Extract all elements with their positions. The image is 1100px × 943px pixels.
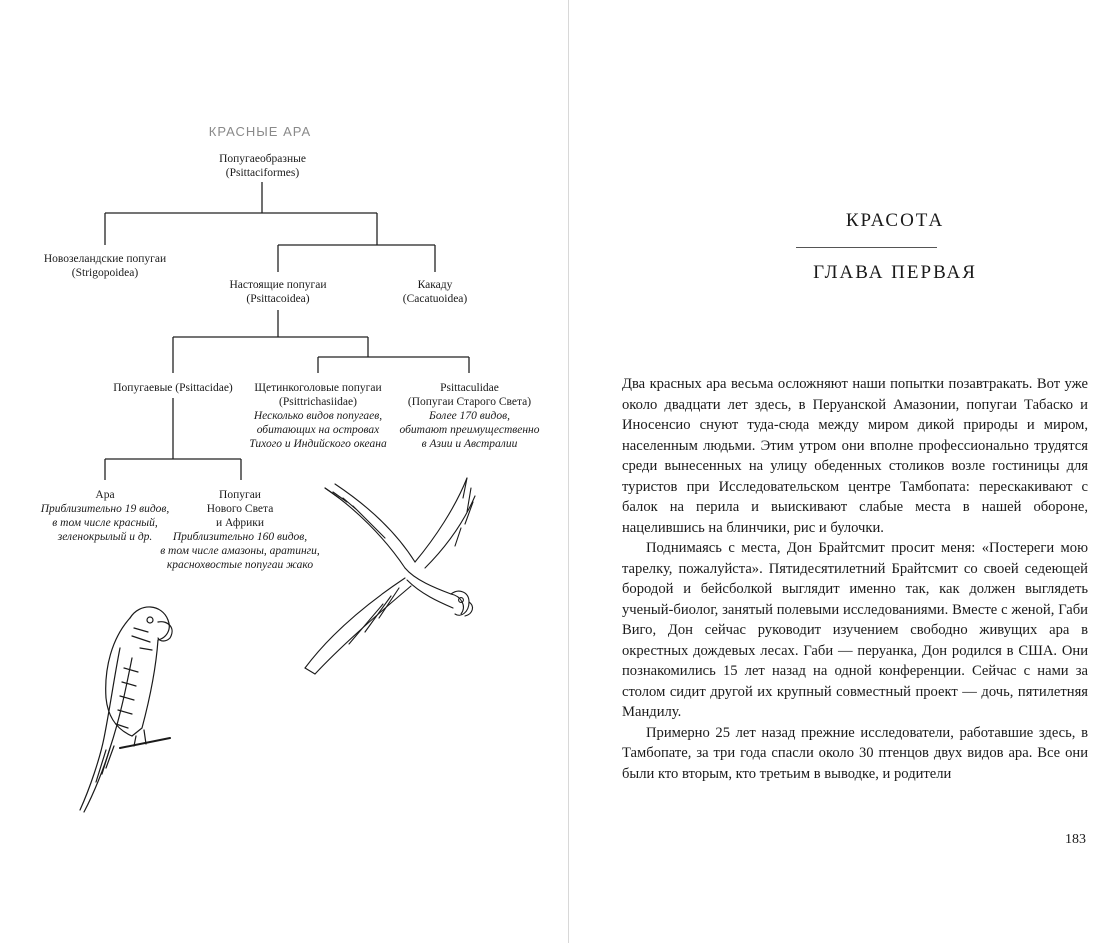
node-desc: Приблизительно 19 видов,: [40, 503, 170, 515]
node-strigopoidea: [25, 252, 185, 280]
node-psittaculidae: [392, 381, 547, 451]
node-desc: обитают преимущественно: [399, 424, 540, 436]
node-psittrichasiidae: [243, 381, 393, 451]
node-name: Psittaculidae: [440, 382, 499, 394]
node-desc: краснохвостые попугаи жако: [166, 559, 314, 571]
node-psittacoidea: [208, 278, 348, 306]
node-desc: в том числе красный,: [52, 517, 158, 529]
node-name: Настоящие попугаи: [229, 279, 327, 291]
node-cacatuoidea: [385, 278, 485, 306]
title-divider: [796, 247, 937, 248]
node-name: Попугаи: [219, 489, 261, 501]
page-number: 183: [1065, 832, 1086, 847]
perched-parrot-illustration: [60, 598, 180, 818]
node-name: Новозеландские попугаи: [43, 253, 167, 265]
node-desc: Приблизительно 160 видов,: [172, 531, 308, 543]
part-title: КРАСОТА: [845, 210, 945, 231]
node-name: Попугаевые (Psittacidae): [113, 382, 233, 394]
page-gutter: [568, 0, 569, 943]
node-name: и Африки: [216, 517, 264, 529]
node-desc: зеленокрылый и др.: [57, 531, 153, 543]
node-latin: (Psittrichasiidae): [279, 396, 357, 408]
chapter-body: [622, 374, 1088, 784]
node-desc: в том числе амазоны, аратинги,: [160, 545, 320, 557]
node-psittaciformes: [190, 152, 335, 180]
node-name: Ара: [95, 489, 115, 501]
tree-title: КРАСНЫЕ АРА: [208, 124, 312, 139]
node-name: Какаду: [417, 279, 453, 291]
paragraph-2: Поднимаясь с места, Дон Брайтсмит просит меня: «Постереги мою тарелку, пожалуйста». Пятидесятилетний Брайтсмит со своей седеющей бородой и бейсболкой выглядит именно так, как должен выглядеть ученый-биолог, занятый полевыми исследованиями. Вместе с женой, Габи Виго, Дон сейчас руководит изучением свободно живущих ара в окрестных дождевых лесах. Габи — перуанка, Дон родился в США. Они познакомились 15 лет назад на одной конференции. Сейчас с нами за столом сидит другой их крупный совместный проект — дочь, пятилетняя Мандилу.: [622, 540, 1088, 720]
node-latin: (Cacatuoidea): [402, 293, 468, 305]
node-desc: в Азии и Австралии: [421, 438, 518, 450]
node-latin: (Strigopoidea): [71, 267, 139, 279]
node-name: Нового Света: [206, 503, 274, 515]
chapter-title: ГЛАВА ПЕРВАЯ: [813, 262, 977, 283]
node-latin: (Попугаи Старого Света): [407, 396, 532, 408]
node-psittacidae: [98, 381, 248, 395]
node-latin: (Psittacoidea): [246, 293, 310, 305]
paragraph-3: Примерно 25 лет назад прежние исследователи, работавшие здесь, в Тамбопате, за три года спасли около 30 птенцов двух видов ара. Все они были кто вторым, кто третьим в выводке, и родители: [622, 724, 1088, 782]
flying-parrot-illustration: [295, 468, 490, 683]
node-name: Попугаеобразные: [219, 153, 306, 165]
node-desc: Тихого и Индийского океана: [249, 438, 387, 450]
node-desc: Несколько видов попугаев,: [253, 410, 383, 422]
node-latin: (Psittaciformes): [225, 167, 300, 179]
node-name: Щетинкоголовые попугаи: [254, 382, 382, 394]
node-desc: обитающих на островах: [256, 424, 380, 436]
paragraph-1: Два красных ара весьма осложняют наши попытки позавтракать. Вот уже около двадцати лет здесь, в Перуанской Амазонии, попугаи Табаско и Иносенсио снуют туда-сюда между миром дикой природы и миром, населенным людьми. Этим утром они вполне профессионально трудятся среди вынесенных на улицу обеденных столиков возле гостиницы для туристов при Исследовательском центре Тамбопата: перескакивают с балок на перила и выискивают слабые места в нашей обороне, нацелившись на блинчики, рис и булочки.: [622, 376, 1088, 536]
right-page: [570, 0, 1100, 943]
node-desc: Более 170 видов,: [429, 410, 510, 422]
